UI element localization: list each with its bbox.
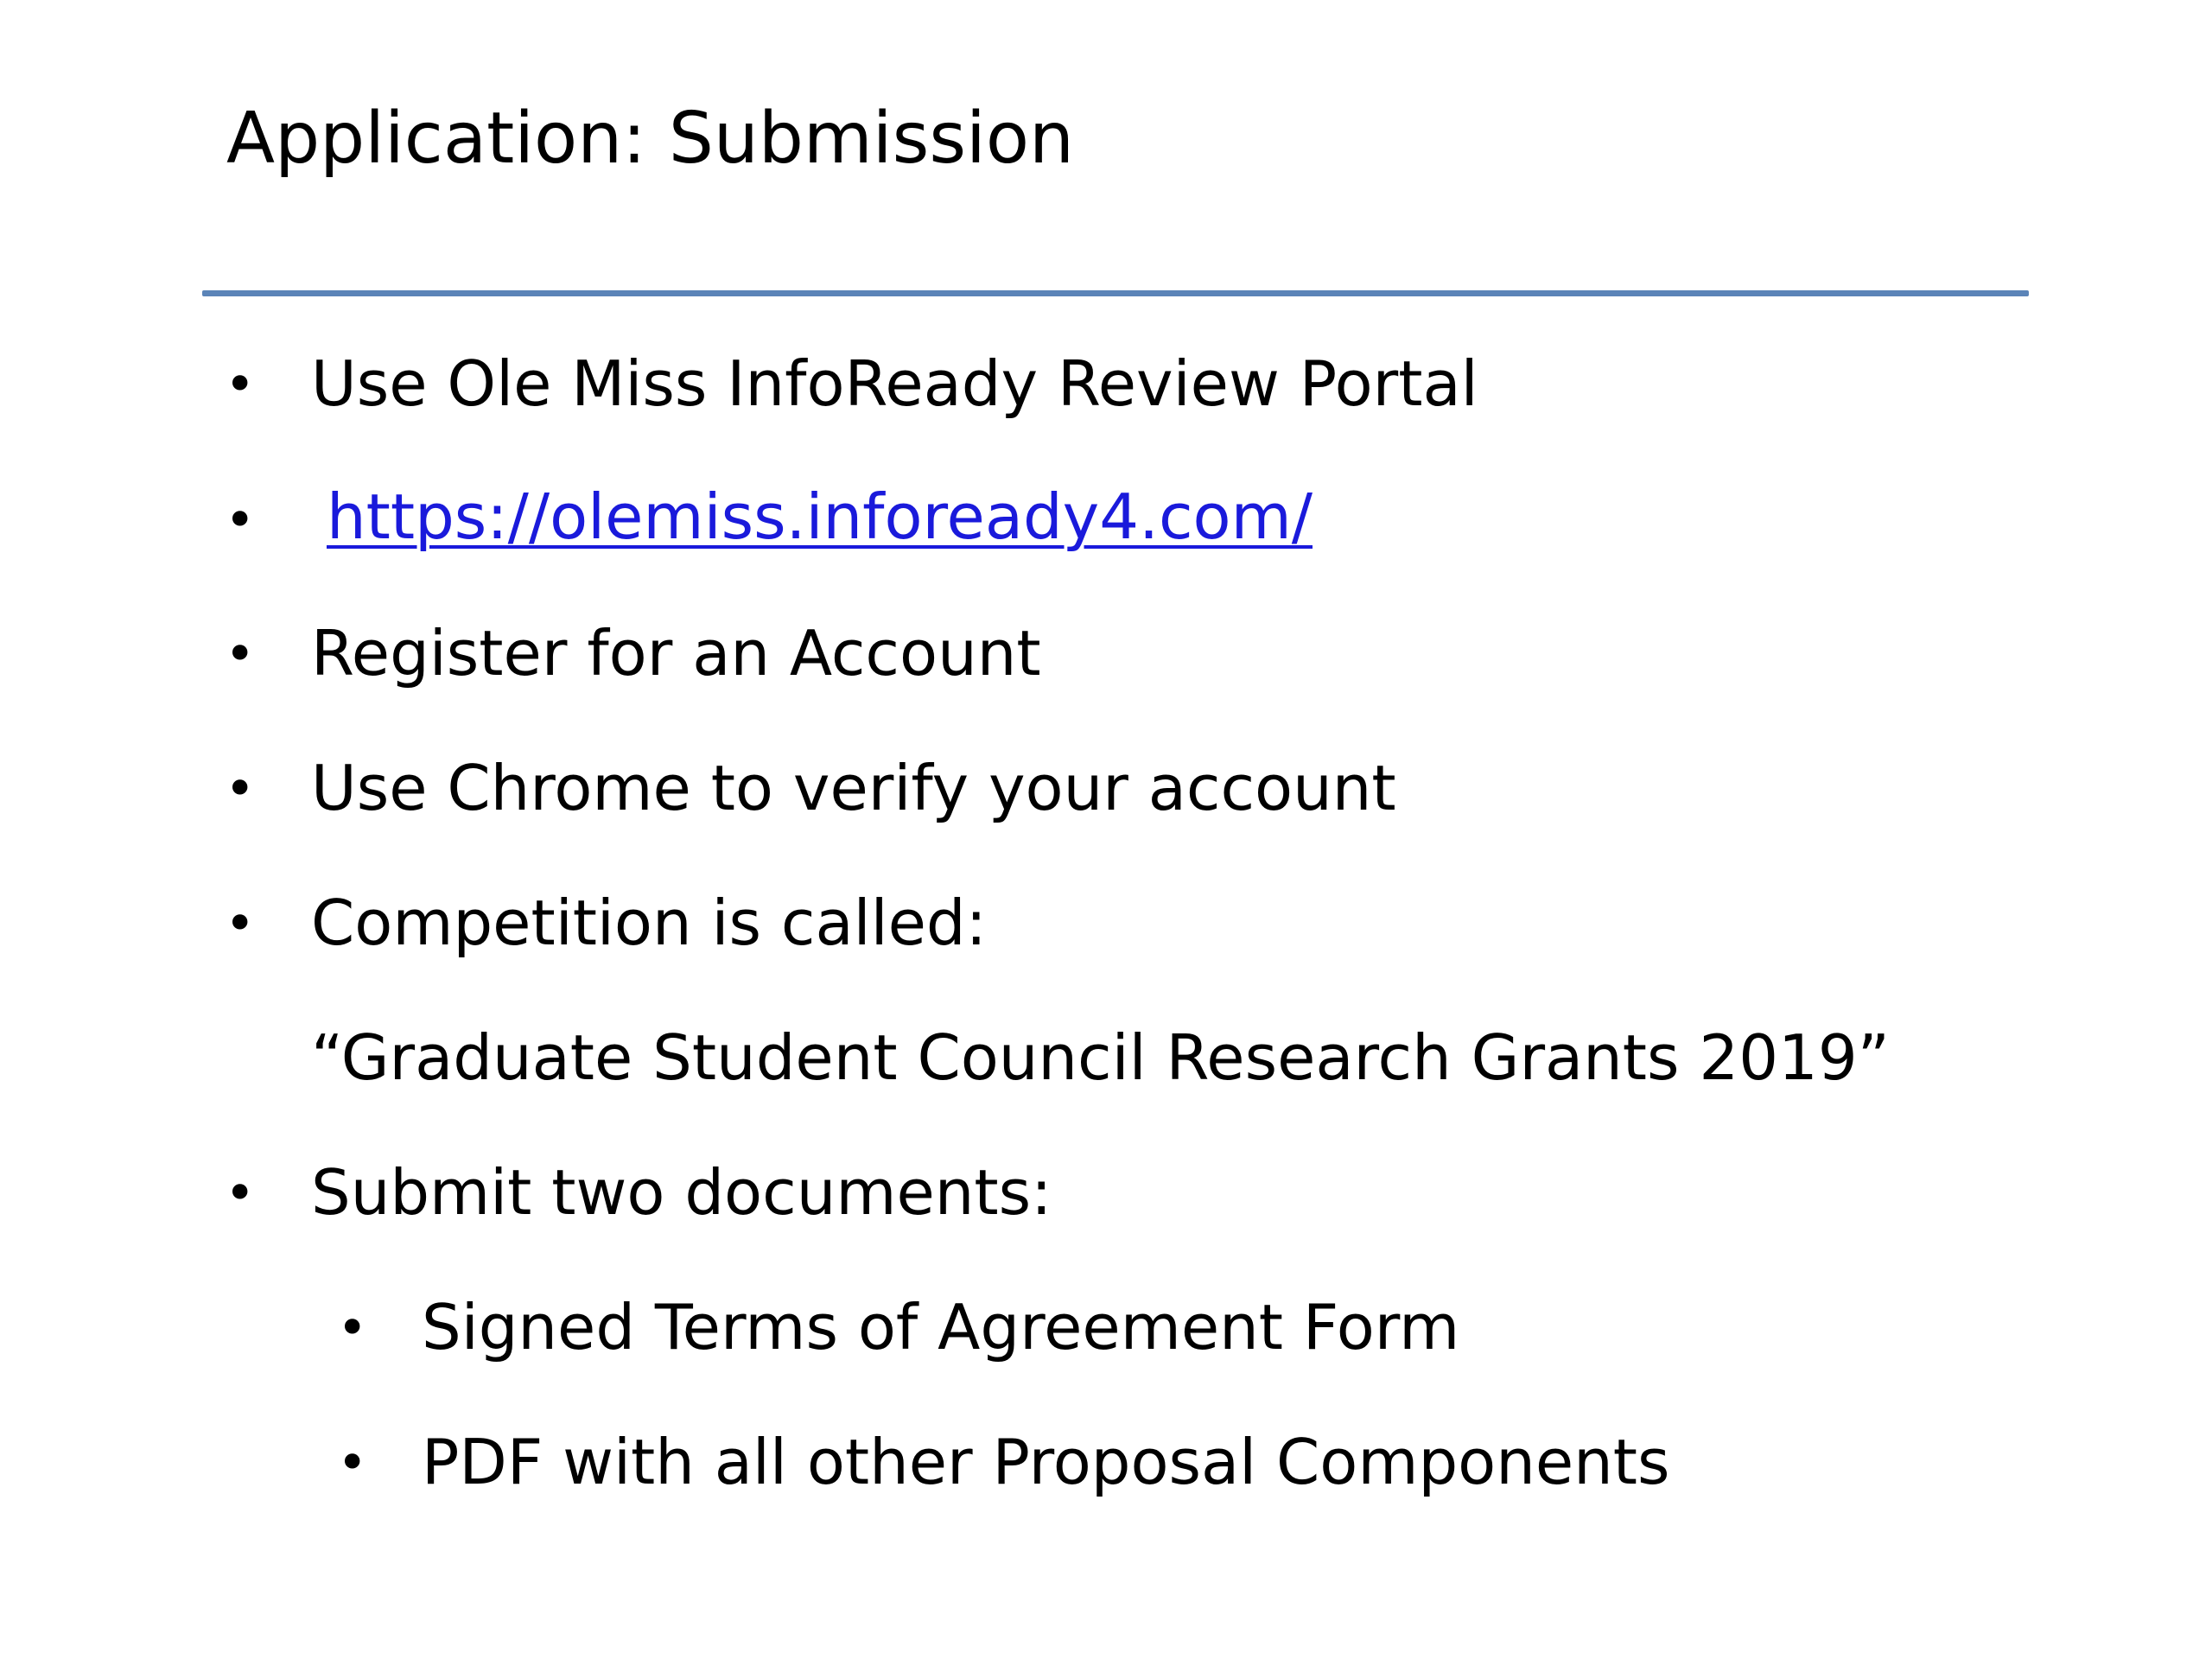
portal-link[interactable]: https://olemiss.infoready4.com/ xyxy=(327,480,1313,553)
sub-bullet-icon: • xyxy=(337,1433,368,1493)
bullet-icon: • xyxy=(225,490,256,550)
bullet-icon: • xyxy=(225,759,256,819)
sub-item-terms-form: Signed Terms of Agreement Form xyxy=(422,1291,1460,1363)
sub-item-proposal-pdf: PDF with all other Proposal Components xyxy=(422,1426,1670,1498)
bullet-icon: • xyxy=(225,1163,256,1224)
bullet-icon: • xyxy=(225,354,256,415)
bullet-item-portal: Use Ole Miss InfoReady Review Portal xyxy=(311,347,1478,420)
bullet-icon: • xyxy=(225,893,256,954)
slide-title: Application: Submission xyxy=(226,98,1074,180)
bullet-item-register: Register for an Account xyxy=(311,617,1041,690)
competition-name: “Graduate Student Council Research Grants 2019” xyxy=(311,1021,1890,1094)
bullet-item-submit: Submit two documents: xyxy=(311,1156,1052,1229)
title-divider xyxy=(202,290,2029,296)
bullet-icon: • xyxy=(225,624,256,684)
bullet-item-competition: Competition is called: xyxy=(311,887,987,959)
bullet-item-chrome: Use Chrome to verify your account xyxy=(311,752,1396,824)
sub-bullet-icon: • xyxy=(337,1298,368,1358)
